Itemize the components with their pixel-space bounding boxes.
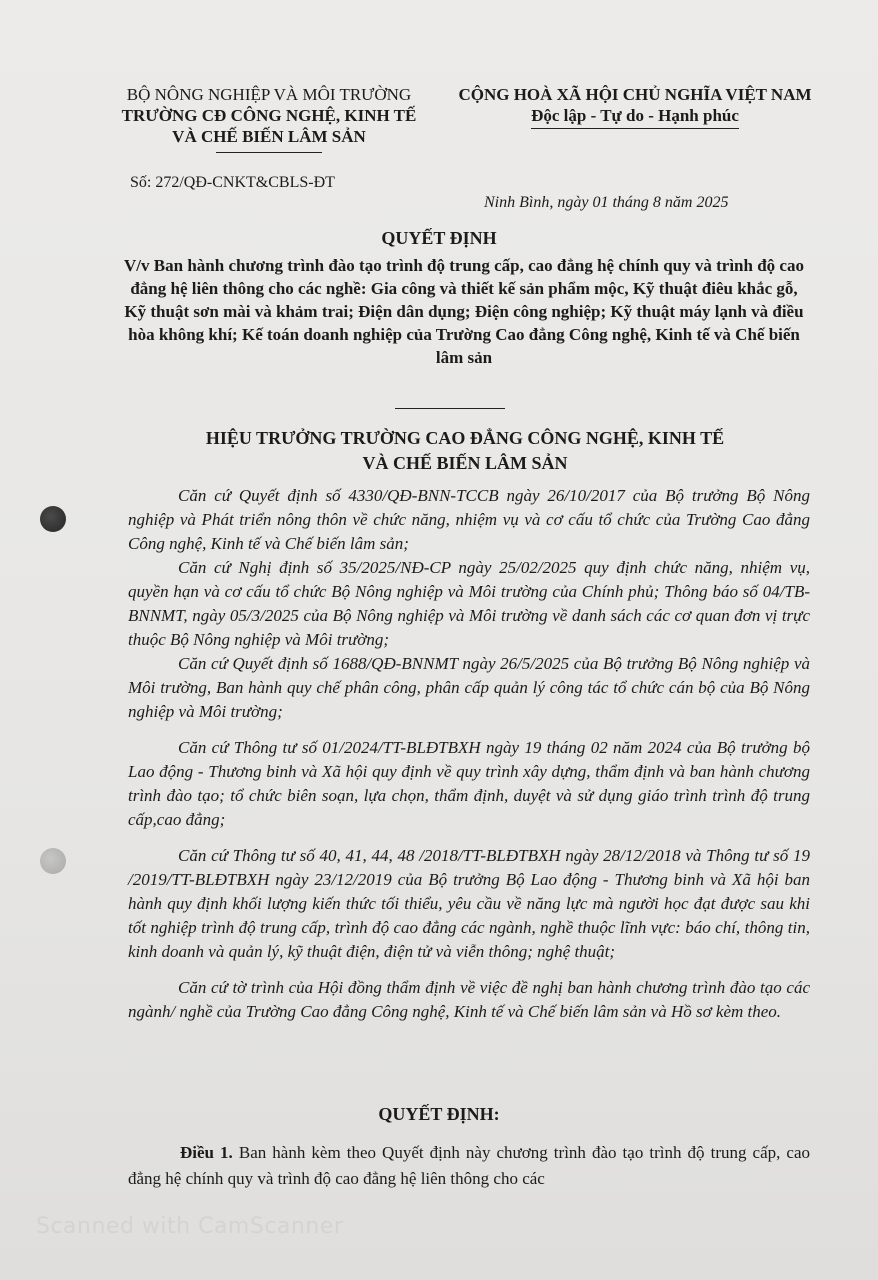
issuer-header xyxy=(104,84,434,153)
punch-hole-bottom xyxy=(40,848,66,874)
school-name-line1: TRƯỜNG CĐ CÔNG NGHỆ, KINH TẾ xyxy=(121,106,417,125)
scanner-watermark: Scanned with CamScanner xyxy=(36,1214,344,1239)
legal-basis-item: Căn cứ Thông tư số 01/2024/TT-BLĐTBXH ngày 19 tháng 02 năm 2024 của Bộ trưởng bộ Lao động - Thương binh và Xã hội quy định về quy trình xây dựng, thẩm định và ban hành chương trình đào tạo; tổ chức biên soạn, lựa chọn, thẩm định, duyệt và sử dụng giáo trình trình độ trung cấp,cao đẳng; xyxy=(128,738,810,829)
legal-basis-item: Căn cứ Quyết định số 4330/QĐ-BNN-TCCB ngày 26/10/2017 của Bộ trưởng Bộ Nông nghiệp và Phát triển nông thôn về chức năng, nhiệm vụ và cơ cấu tổ chức của Trường Cao đẳng Công nghệ, Kinh tế và Chế biến lâm sản; xyxy=(128,486,810,553)
document-number: Số: 272/QĐ-CNKT&CBLS-ĐT xyxy=(130,174,335,191)
authority-line1: HIỆU TRƯỞNG TRƯỜNG CAO ĐẲNG CÔNG NGHỆ, KINH TẾ xyxy=(205,428,725,448)
document-subject: V/v Ban hành chương trình đào tạo trình độ trung cấp, cao đẳng hệ chính quy và trình độ cao đẳng hệ liên thông cho các nghề: Gia công và thiết kế sản phẩm mộc, Kỹ thuật điêu khắc gỗ, Kỹ thuật sơn mài và khảm trai; Điện dân dụng; Điện công nghiệp; Kỹ thuật máy lạnh và điều hòa không khí; Kế toán doanh nghiệp của Trường Cao đẳng Công nghệ, Kinh tế và Chế biến lâm sản xyxy=(124,256,804,367)
legal-basis-item: Căn cứ tờ trình của Hội đồng thẩm định về việc đề nghị ban hành chương trình đào tạo các ngành/ nghề của Trường Cao đẳng Công nghệ, Kinh tế và Chế biến lâm sản và Hồ sơ kèm theo. xyxy=(128,978,810,1021)
subject-underline xyxy=(395,408,505,409)
article-1-text: Ban hành kèm theo Quyết định này chương trình đào tạo trình độ trung cấp, cao đẳng hệ chính quy và trình độ cao đẳng hệ liên thông cho các xyxy=(128,1143,811,1188)
article-1 xyxy=(128,1140,810,1192)
national-motto: Độc lập - Tự do - Hạnh phúc xyxy=(531,105,739,129)
legal-basis-item: Căn cứ Nghị định số 35/2025/NĐ-CP ngày 25/02/2025 quy định chức năng, nhiệm vụ, quyền hạn và cơ cấu tổ chức Bộ Nông nghiệp và Môi trường của Chính phủ; Thông báo số 04/TB-BNNMT, ngày 05/3/2025 của Bộ Nông nghiệp và Môi trường về danh sách các cơ quan đơn vị trực thuộc Bộ Nông nghiệp và Môi trường; xyxy=(128,558,810,649)
document-title: QUYẾT ĐỊNH xyxy=(381,228,497,248)
school-name-line2: VÀ CHẾ BIẾN LÂM SẢN xyxy=(172,127,366,146)
national-header xyxy=(440,84,830,129)
legal-basis-item: Căn cứ Quyết định số 1688/QĐ-BNNMT ngày 26/5/2025 của Bộ trưởng Bộ Nông nghiệp và Môi trường, Ban hành quy chế phân công, phân cấp quản lý công tác tổ chức cán bộ của Bộ Nông nghiệp và Môi trường; xyxy=(128,654,810,721)
ministry-name: BỘ NÔNG NGHIỆP VÀ MÔI TRƯỜNG xyxy=(126,85,412,104)
country-name: CỘNG HOÀ XÃ HỘI CHỦ NGHĨA VIỆT NAM xyxy=(458,85,812,104)
authority-line2: VÀ CHẾ BIẾN LÂM SẢN xyxy=(362,453,568,473)
article-1-label: Điều 1. xyxy=(180,1143,233,1162)
authority-heading xyxy=(120,426,810,476)
decision-heading: QUYẾT ĐỊNH: xyxy=(378,1104,500,1124)
legal-basis-item: Căn cứ Thông tư số 40, 41, 44, 48 /2018/TT-BLĐTBXH ngày 28/12/2018 và Thông tư số 19 /2019/TT-BLĐTBXH ngày 23/12/2019 của Bộ trưởng Bộ Lao động - Thương binh và Xã hội ban hành quy định khối lượng kiến thức tối thiểu, yêu cầu về năng lực mà người học đạt được sau khi tốt nghiệp trình độ trung cấp, trình độ cao đẳng các ngành, nghề thuộc lĩnh vực: báo chí, thông tin, kinh doanh và quản lý, kỹ thuật điện, điện tử và viễn thông; nghệ thuật; xyxy=(128,846,810,961)
date-line: Ninh Bình, ngày 01 tháng 8 năm 2025 xyxy=(484,194,729,211)
punch-hole-top xyxy=(40,506,66,532)
legal-bases xyxy=(128,484,810,1024)
issuer-underline xyxy=(216,152,322,153)
